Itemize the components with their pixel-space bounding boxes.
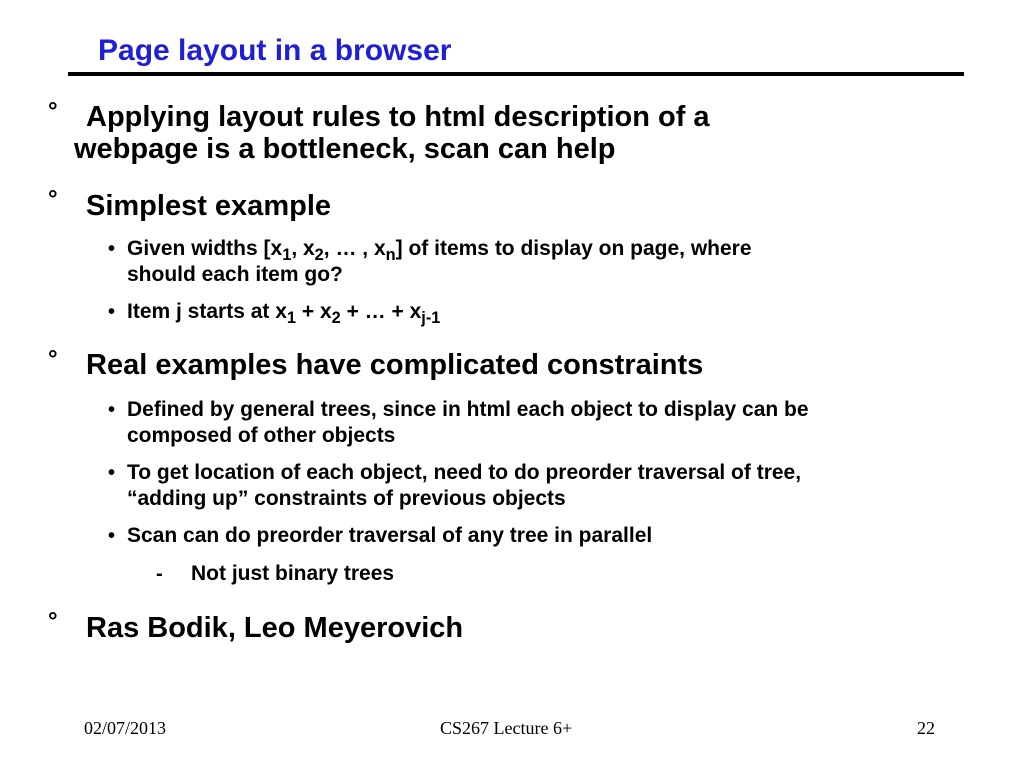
footer-course: CS267 Lecture 6+: [440, 718, 573, 738]
bullet-marker: °: [48, 98, 58, 125]
bullet2-text: Simplest example: [86, 190, 331, 222]
bullet3-sub1-line1: Defined by general trees, since in html each object to display can be: [127, 398, 809, 421]
title-underline: [68, 72, 964, 76]
slide-title: Page layout in a browser: [98, 34, 452, 67]
bullet-marker: °: [48, 346, 58, 373]
bullet-marker: °: [48, 186, 58, 213]
footer-page-number: 22: [917, 718, 935, 738]
bullet3-sub3-subsub: Not just binary trees: [191, 562, 395, 585]
bullet4-text: Ras Bodik, Leo Meyerovich: [86, 612, 464, 644]
bullet3-sub1-line2: composed of other objects: [127, 424, 396, 447]
bullet3-sub2-line1: To get location of each object, need to do preorder traversal of tree,: [127, 461, 802, 484]
sub-bullet-dot: •: [108, 238, 116, 260]
bullet1-line1: Applying layout rules to html description of a: [86, 101, 710, 133]
sub-bullet-dot: •: [108, 399, 116, 421]
bullet3-sub2-line2: “adding up” constraints of previous objects: [127, 487, 566, 510]
footer-date: 02/07/2013: [84, 718, 167, 738]
sub-sub-dash: -: [156, 563, 163, 585]
bullet2-sub1-line2: should each item go?: [127, 263, 343, 286]
bullet2-sub1-line1: Given widths [$x_1$, $x_2$, … , $x_n$] of items to display on page, where: [127, 237, 752, 264]
sub-bullet-dot: •: [108, 462, 116, 484]
bullet3-text: Real examples have complicated constraints: [86, 349, 704, 381]
bullet3-sub3: Scan can do preorder traversal of any tree in parallel: [127, 524, 653, 547]
bullet2-sub2: Item j starts at $x_1 + x_2$ + … + $x_{j-1}$: [127, 300, 441, 327]
sub-bullet-dot: •: [108, 301, 116, 323]
bullet1-line2: webpage is a bottleneck, scan can help: [74, 133, 616, 165]
bullet-marker: °: [48, 608, 58, 635]
sub-bullet-dot: •: [108, 525, 116, 547]
